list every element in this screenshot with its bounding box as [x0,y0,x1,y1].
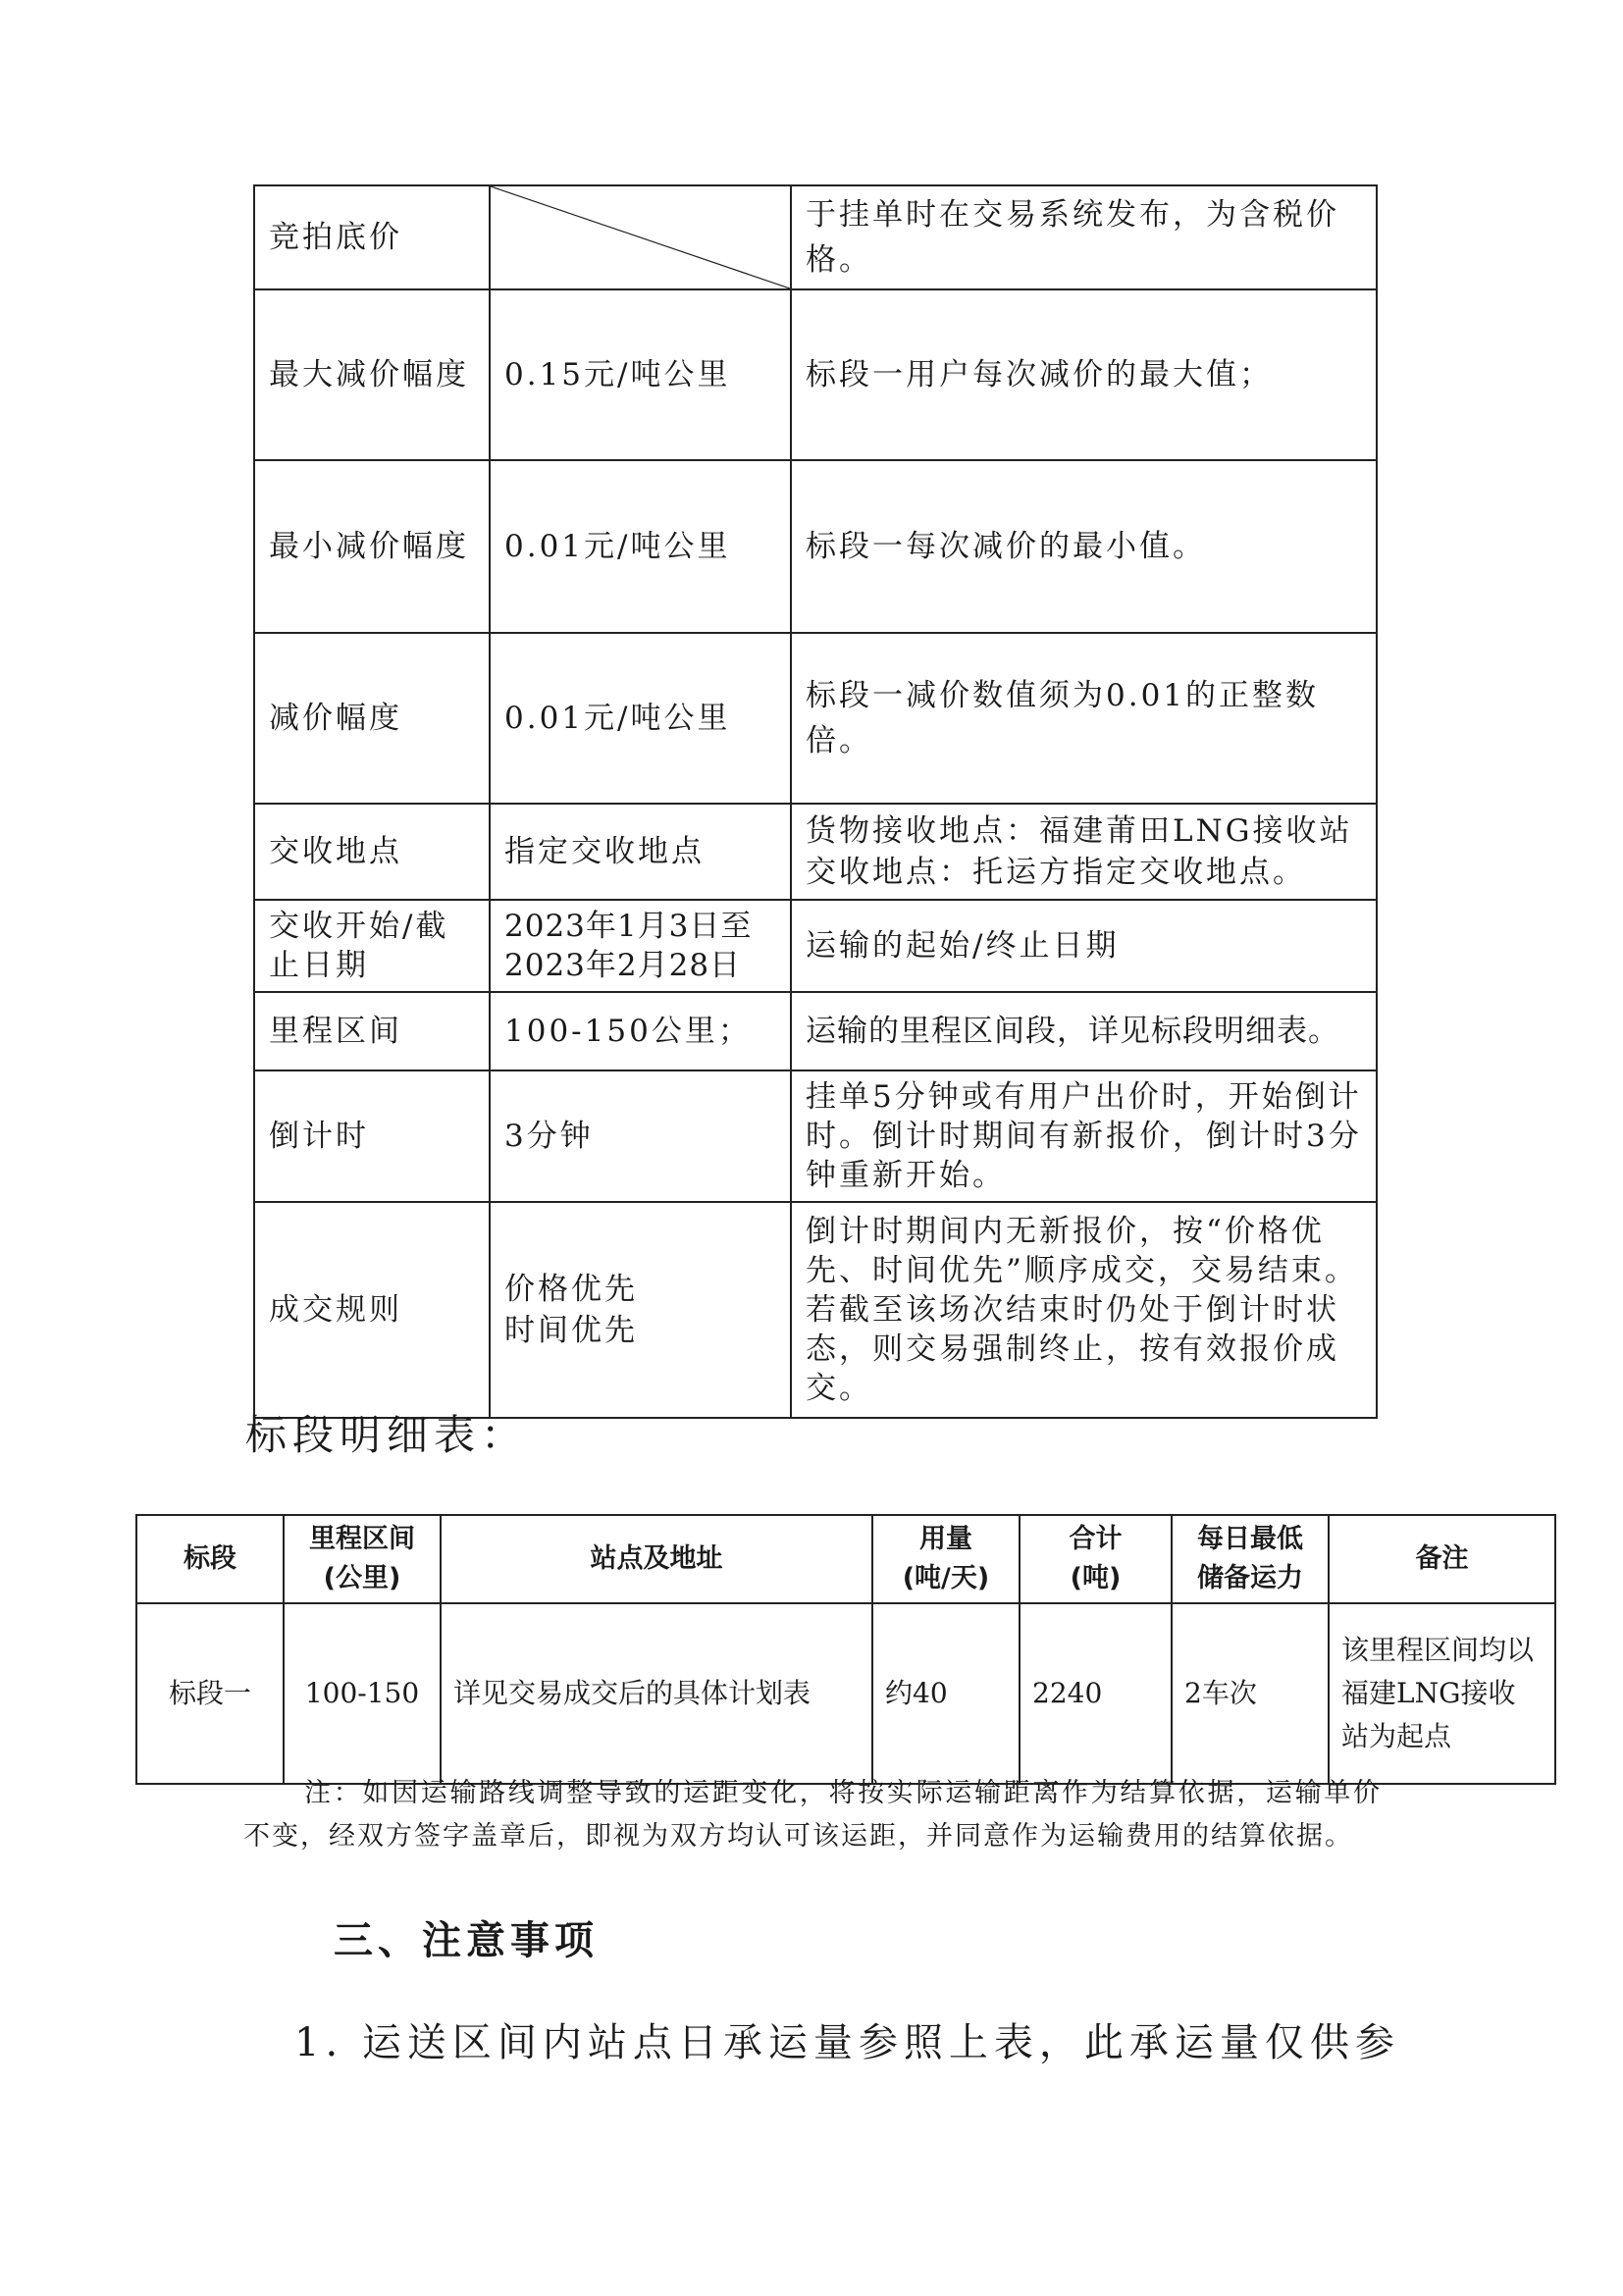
rule-desc: 标段一用户每次减价的最大值； [791,289,1377,460]
rule-value-empty-diagonal [490,185,791,289]
rule-row-floor-price [254,185,1377,289]
header-capacity: 每日最低 储备运力 [1172,1515,1329,1603]
settlement-note: 注：如因运输路线调整导致的运距变化，将按实际运输距离作为结算依据，运输单价不变，经双方签字盖章后，即视为双方均认可该运距，并同意作为运输费用的结算依据。 [243,1778,1382,1852]
header-total: 合计 (吨) [1020,1515,1172,1603]
cell-usage: 约40 [872,1603,1020,1784]
rule-desc: 标段一每次减价的最小值。 [791,460,1377,633]
diagonal-line [491,186,790,288]
rule-label: 最大减价幅度 [254,289,490,460]
cell-remarks: 该里程区间均以福建LNG接收站为起点 [1329,1603,1555,1784]
header-section: 标段 [136,1515,284,1603]
rule-value: 3分钟 [490,1070,791,1202]
detail-header-row [136,1515,1555,1603]
rule-row-mileage-range [254,992,1377,1070]
rule-label: 竞拍底价 [254,185,490,289]
rule-value: 0.01元/吨公里 [490,460,791,633]
rule-desc: 标段一减价数值须为0.01的正整数倍。 [791,633,1377,804]
cell-mileage: 100-150 [284,1603,441,1784]
rule-value: 指定交收地点 [490,804,791,900]
header-usage: 用量 (吨/天) [872,1515,1020,1603]
rule-value: 2023年1月3日至 2023年2月28日 [490,900,791,992]
cell-station: 详见交易成交后的具体计划表 [441,1603,872,1784]
table-row [136,1603,1555,1784]
rule-desc: 于挂单时在交易系统发布，为含税价格。 [791,185,1377,289]
rule-desc: 运输的里程区间段，详见标段明细表。 [791,992,1377,1070]
rule-label: 成交规则 [254,1202,490,1418]
rule-desc: 挂单5分钟或有用户出价时，开始倒计时。倒计时期间有新报价，倒计时3分钟重新开始。 [791,1070,1377,1202]
rule-row-delivery-dates [254,900,1377,992]
rule-label: 里程区间 [254,992,490,1070]
rule-row-reduction-step [254,633,1377,804]
rule-label: 减价幅度 [254,633,490,804]
rule-label: 交收地点 [254,804,490,900]
cell-section: 标段一 [136,1603,284,1784]
rule-desc: 倒计时期间内无新报价，按“价格优先、时间优先”顺序成交，交易结束。若截至该场次结束时仍处于倒计时状态，则交易强制终止，按有效报价成交。 [791,1202,1377,1418]
cell-capacity: 2车次 [1172,1603,1329,1784]
header-mileage: 里程区间 (公里) [284,1515,441,1603]
rule-desc: 运输的起始/终止日期 [791,900,1377,992]
rule-row-countdown [254,1070,1377,1202]
section-detail-table [135,1514,1556,1785]
detail-table-title: 标段明细表： [245,1411,529,1459]
rule-value: 0.01元/吨公里 [490,633,791,804]
rule-row-deal-rules [254,1202,1377,1418]
trading-rules-table [253,184,1378,1419]
rule-value: 价格优先 时间优先 [490,1202,791,1418]
rule-label: 最小减价幅度 [254,460,490,633]
cell-total: 2240 [1020,1603,1172,1784]
rule-label: 交收开始/截止日期 [254,900,490,992]
rule-row-min-reduction [254,460,1377,633]
rule-value: 100-150公里； [490,992,791,1070]
rule-row-max-reduction [254,289,1377,460]
header-station: 站点及地址 [441,1515,872,1603]
rule-row-delivery-location [254,804,1377,900]
rule-label: 倒计时 [254,1070,490,1202]
rule-value: 0.15元/吨公里 [490,289,791,460]
header-remarks: 备注 [1329,1515,1555,1603]
rule-desc: 货物接收地点：福建莆田LNG接收站 交收地点：托运方指定交收地点。 [791,804,1377,900]
paragraph-text: 1. 运送区间内站点日承运量参照上表，此承运量仅供参 [294,2020,1400,2065]
section-heading: 三、注意事项 [334,1917,599,1963]
